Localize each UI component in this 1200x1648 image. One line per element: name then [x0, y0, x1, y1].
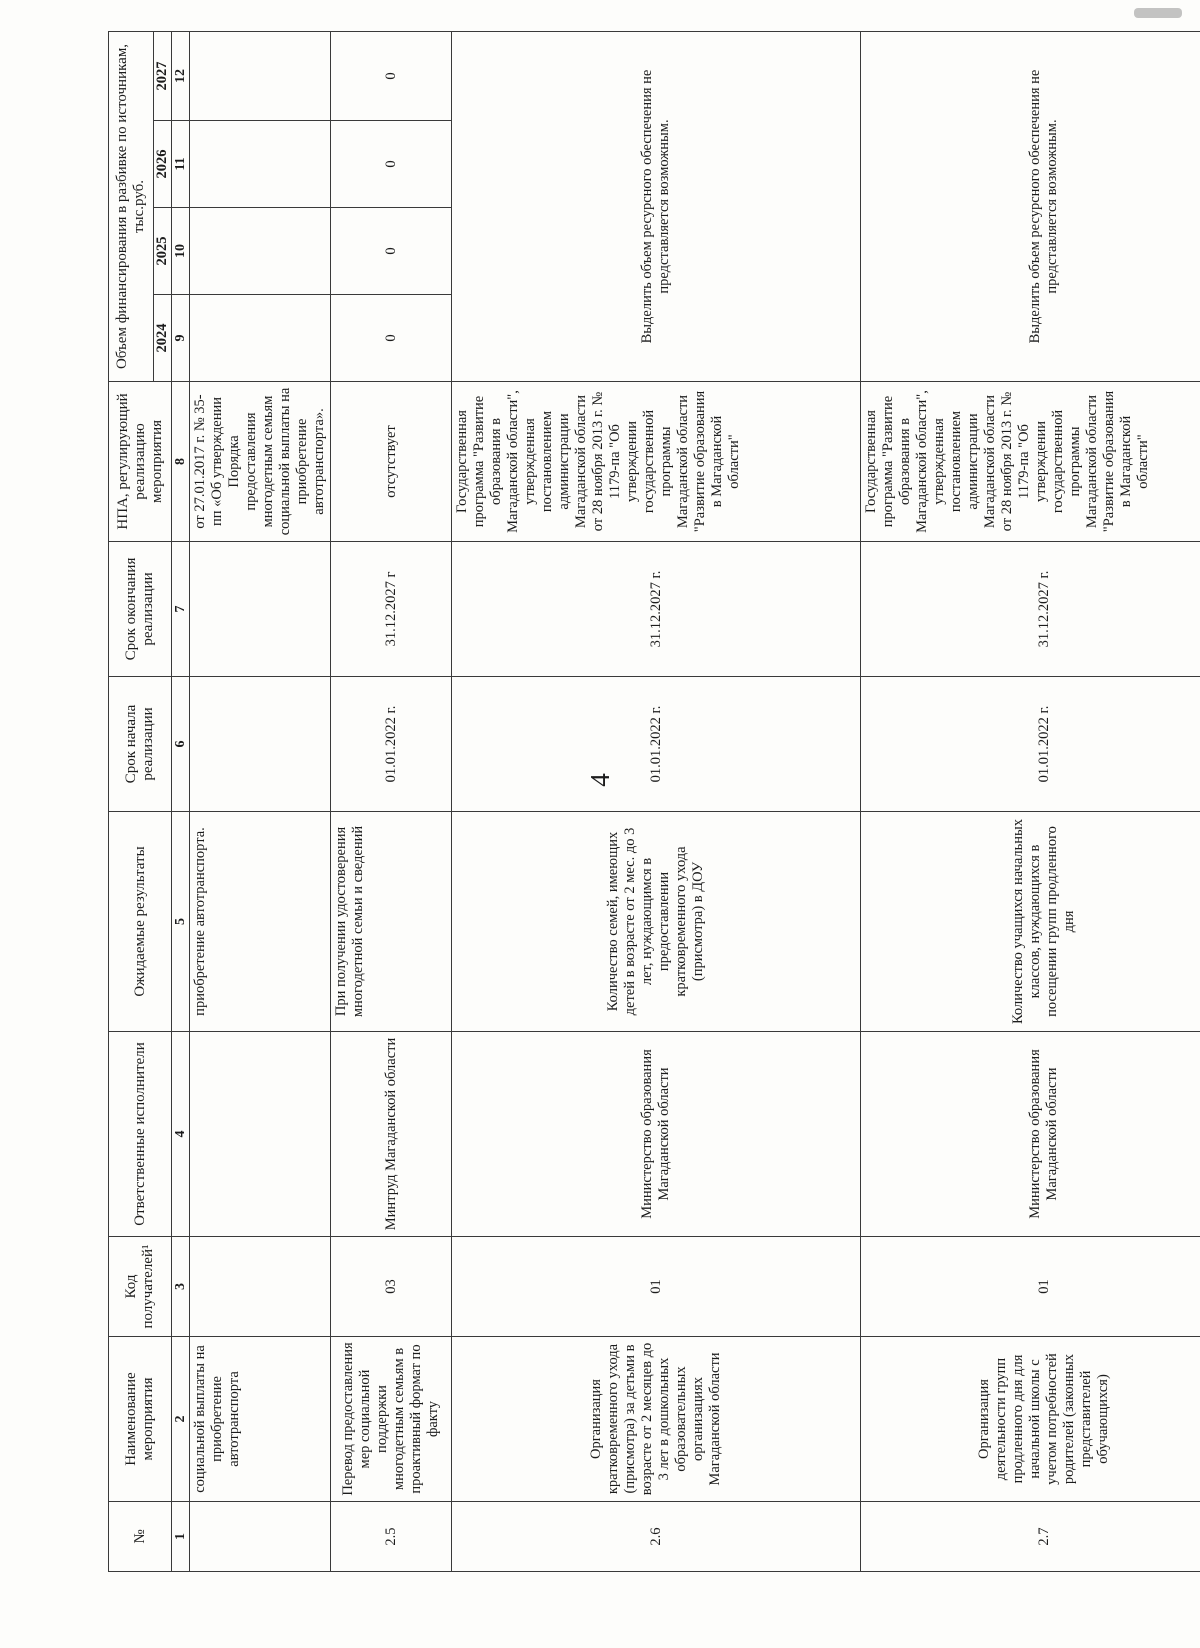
- row-executors: Минтруд Магаданской области: [331, 1032, 452, 1237]
- page-number: 4: [585, 773, 615, 787]
- row-npa: от 27.01.2017 г. № 35-пп «Об утверждении Порядка предоставления многодетным семьям социальной выплаты на приобретение автотранспорта».: [190, 382, 331, 542]
- row-funding-2027: [190, 31, 331, 120]
- row-start: 01.01.2022 г.: [861, 677, 1200, 812]
- column-number: 10: [172, 208, 190, 295]
- row-results: При получении удостоверения многодетной семьи и сведений: [331, 812, 452, 1032]
- column-number: 6: [172, 677, 190, 812]
- row-name: Организация деятельности групп продленного дня для начальной школы с учетом потребностей родителей (законных представителей обучающихся): [861, 1337, 1200, 1502]
- header-year: 2025: [154, 208, 172, 295]
- row-end: 31.12.2027 г.: [861, 542, 1200, 677]
- row-code: 03: [331, 1237, 452, 1337]
- row-npa: отсутствует: [331, 382, 452, 542]
- table-row: [861, 31, 1200, 1571]
- column-number: 7: [172, 542, 190, 677]
- header-npa: НПА, регулирующий реализацию мероприятия: [109, 382, 172, 542]
- row-executors: Министерство образования Магаданской области: [861, 1032, 1200, 1237]
- row-num: 2.6: [452, 1502, 861, 1572]
- row-funding-2024: 0: [331, 295, 452, 382]
- row-npa: Государственная программа "Развитие образования в Магаданской области", утвержденная постановлением администрации Магаданской области от 28 ноября 2013 г. № 1179-па "Об утверждении государственной программы Магаданской области "Развитие образования в Магаданской области": [861, 382, 1200, 542]
- column-number: 12: [172, 31, 190, 120]
- header-code: Код получателей¹: [109, 1237, 172, 1337]
- header-name: Наименование мероприятия: [109, 1337, 172, 1502]
- column-number: 1: [172, 1502, 190, 1572]
- header-end: Срок окончания реализации: [109, 542, 172, 677]
- rotated-sheet: [108, 32, 1168, 1572]
- header-year: 2024: [154, 295, 172, 382]
- row-funding-2025: 0: [331, 208, 452, 295]
- header-results: Ожидаемые результаты: [109, 812, 172, 1032]
- column-numbers-row: [172, 31, 190, 1571]
- row-funding-2026: 0: [331, 121, 452, 208]
- header-num: №: [109, 1502, 172, 1572]
- measures-table: [108, 31, 1200, 1572]
- row-start: 01.01.2022 г.: [331, 677, 452, 812]
- header-executors: Ответственные исполнители: [109, 1032, 172, 1237]
- row-end: 31.12.2027 г.: [452, 542, 861, 677]
- row-code: 01: [452, 1237, 861, 1337]
- column-number: 11: [172, 121, 190, 208]
- header-year: 2026: [154, 121, 172, 208]
- row-code: [190, 1237, 331, 1337]
- row-funding-note: Выделить объем ресурсного обеспечения не представляется возможным.: [861, 31, 1200, 381]
- row-name: Перевод предоставления мер социальной поддержки многодетным семьям в проактивный формат по факту: [331, 1337, 452, 1502]
- row-results: Количество учащихся начальных классов, нуждающихся в посещении групп продленного дня: [861, 812, 1200, 1032]
- row-num: 2.7: [861, 1502, 1200, 1572]
- header-year: 2027: [154, 31, 172, 120]
- row-funding-2027: 0: [331, 31, 452, 120]
- column-number: 8: [172, 382, 190, 542]
- table-row: [452, 31, 861, 1571]
- row-results: Количество семей, имеющих детей в возрасте от 2 мес. до 3 лет, нуждающимся в предоставлении кратковременного ухода (присмотра) в ДОУ: [452, 812, 861, 1032]
- header-start: Срок начала реализации: [109, 677, 172, 812]
- row-funding-2026: [190, 121, 331, 208]
- column-number: 5: [172, 812, 190, 1032]
- row-name: Организация кратковременного ухода (присмотра) за детьми в возрасте от 2 месяцев до 3 лет в дошкольных образовательных организациях Магаданской области: [452, 1337, 861, 1502]
- table-row: [331, 31, 452, 1571]
- column-number: 9: [172, 295, 190, 382]
- column-number: 4: [172, 1032, 190, 1237]
- row-start: 01.01.2022 г.: [452, 677, 861, 812]
- row-code: 01: [861, 1237, 1200, 1337]
- table-row: [190, 31, 331, 1571]
- column-number: 3: [172, 1237, 190, 1337]
- row-executors: Министерство образования Магаданской области: [452, 1032, 861, 1237]
- header-funding: Объем финансирования в разбивке по источникам, тыс.руб.: [109, 31, 154, 381]
- header-row: [109, 31, 154, 1571]
- row-num: [190, 1502, 331, 1572]
- row-end: 31.12.2027 г: [331, 542, 452, 677]
- row-num: 2.5: [331, 1502, 452, 1572]
- row-name: социальной выплаты на приобретение автотранспорта: [190, 1337, 331, 1502]
- row-executors: [190, 1032, 331, 1237]
- row-funding-note: Выделить объем ресурсного обеспечения не представляется возможным.: [452, 31, 861, 381]
- row-npa: Государственная программа "Развитие образования в Магаданской области", утвержденная постановлением администрации Магаданской области от 28 ноября 2013 г. № 1179-па "Об утверждении государственной программы Магаданской области "Развитие образования в Магаданской области": [452, 382, 861, 542]
- row-funding-2024: [190, 295, 331, 382]
- row-funding-2025: [190, 208, 331, 295]
- row-start: [190, 677, 331, 812]
- scan-artifact: [1134, 8, 1182, 18]
- row-end: [190, 542, 331, 677]
- column-number: 2: [172, 1337, 190, 1502]
- row-results: приобретение автотранспорта.: [190, 812, 331, 1032]
